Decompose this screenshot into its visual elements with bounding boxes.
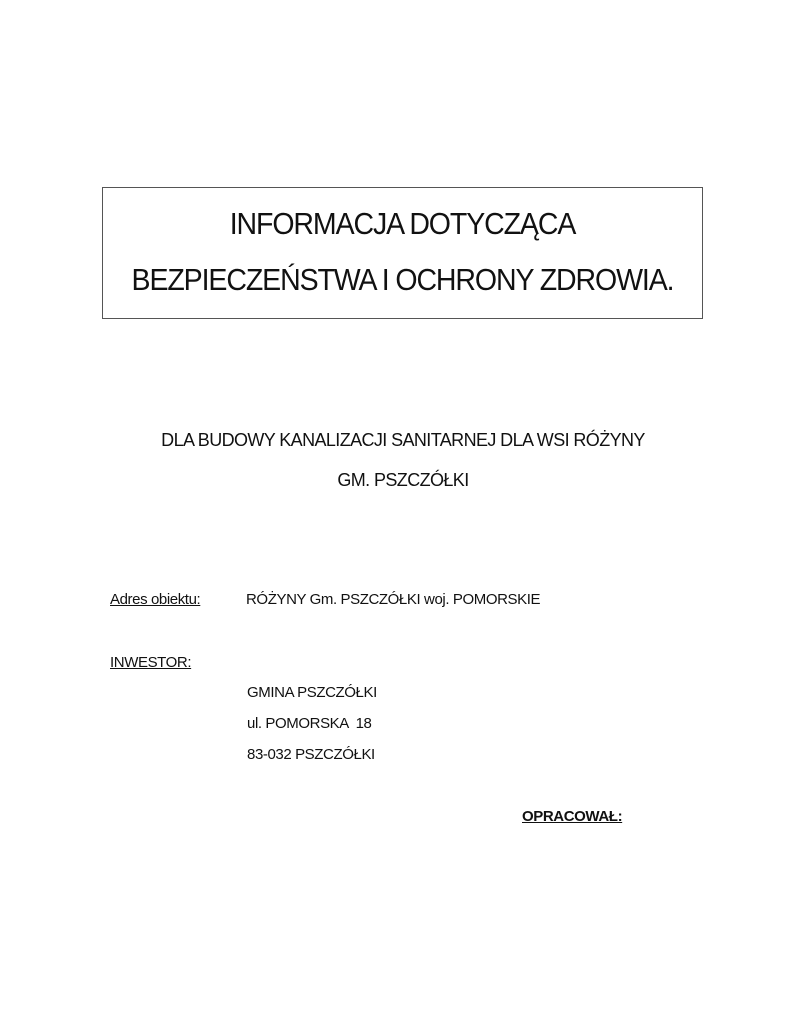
investor-label: INWESTOR: — [110, 654, 192, 671]
address-label: Adres obiektu: — [110, 591, 201, 608]
project-description-line-1: DLA BUDOWY KANALIZACJI SANITARNEJ DLA WSI RÓŻYNY — [161, 430, 645, 450]
address-value: RÓŻYNY Gm. PSZCZÓŁKI woj. POMORSKIE — [246, 591, 541, 608]
title-box — [102, 187, 703, 319]
project-description-line-2: GM. PSZCZÓŁKI — [337, 470, 469, 490]
investor-postal-city: 83-032 PSZCZÓŁKI — [247, 746, 375, 763]
prepared-by-label: OPRACOWAŁ: — [522, 808, 623, 825]
investor-name: GMINA PSZCZÓŁKI — [247, 684, 377, 701]
investor-street: ul. POMORSKA 18 — [247, 715, 372, 732]
document-title-line-1: INFORMACJA DOTYCZĄCA — [229, 206, 576, 241]
document-title-line-2: BEZPIECZEŃSTWA I OCHRONY ZDROWIA. — [131, 262, 674, 297]
